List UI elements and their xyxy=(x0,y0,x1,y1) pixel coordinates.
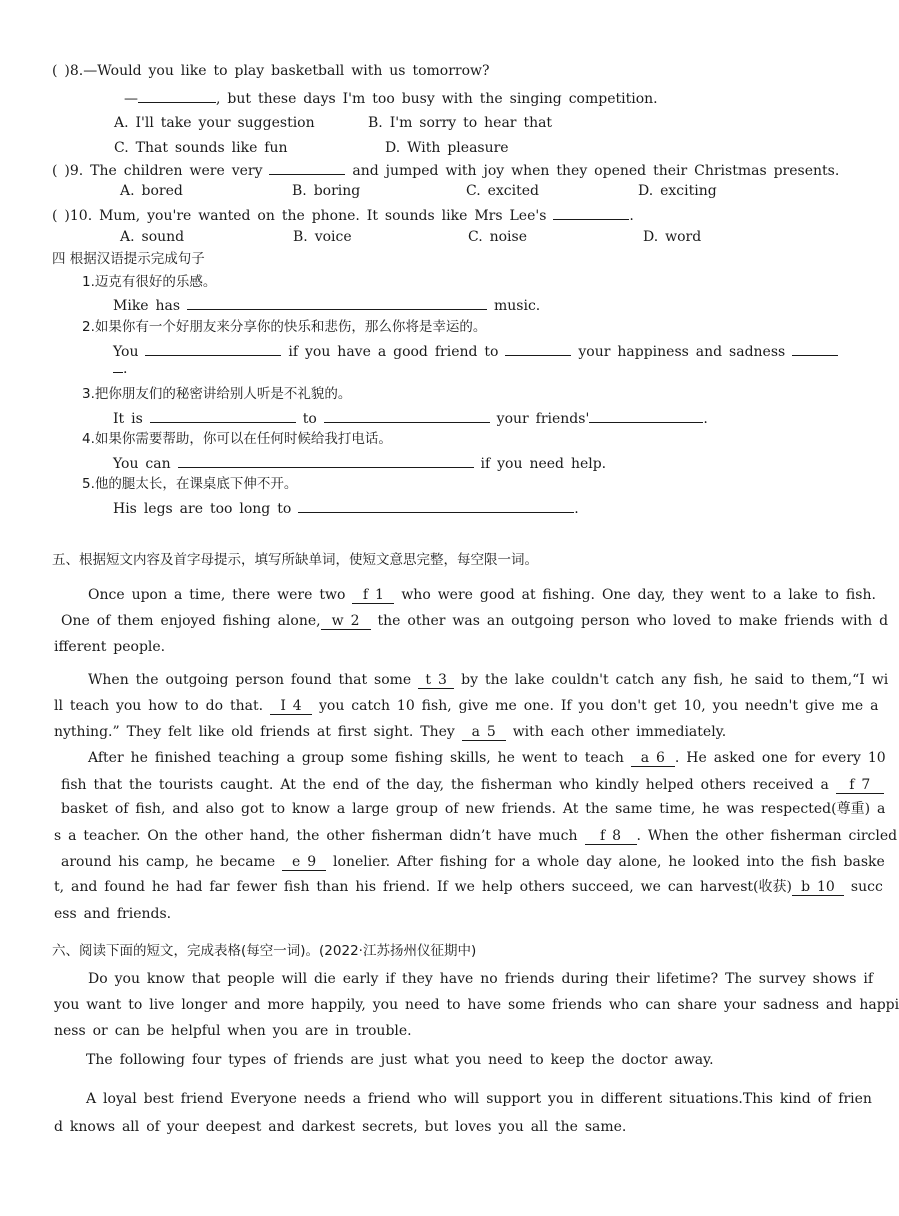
s4-item3-b: to xyxy=(302,411,317,427)
text: . When the other fisherman circled xyxy=(636,828,898,844)
period: . xyxy=(574,501,579,517)
text: fish that the tourists caught. At the end of the day, the fisherman who kindly helped others received a xyxy=(61,777,829,793)
s4-item3-blank2[interactable] xyxy=(324,408,490,423)
text: with each other immediately. xyxy=(512,724,727,740)
s4-item4-blank[interactable] xyxy=(178,453,474,468)
q10-question: 10. Mum, you're wanted on the phone. It sounds like Mrs Lee's xyxy=(69,208,547,224)
q9-stem-line xyxy=(52,160,839,180)
s4-item4-pre: You can xyxy=(113,456,171,472)
section5-heading: 五、根据短文内容及首字母提示，填写所缺单词，使短文意思完整，每空限一词。 xyxy=(52,552,538,568)
text: One of them enjoyed fishing alone, xyxy=(61,613,321,629)
text: around his camp, he became xyxy=(61,854,276,870)
q8-blank[interactable] xyxy=(138,88,216,103)
q8-option-d[interactable]: D. With pleasure xyxy=(385,140,509,156)
s4-item5-english xyxy=(113,498,579,518)
s4-item2-blank2[interactable] xyxy=(505,341,571,356)
s5-blank-4[interactable]: I 4 xyxy=(270,699,312,715)
text: the other was an outgoing person who loved to make friends with d xyxy=(377,613,889,629)
q8-option-c[interactable]: C. That sounds like fun xyxy=(114,140,288,156)
section6-heading: 六、阅读下面的短文，完成表格(每空一词)。(2022·江苏扬州仪征期中) xyxy=(52,943,477,959)
q10-option-a[interactable]: A. sound xyxy=(120,229,185,245)
text: lonelier. After fishing for a whole day alone, he looked into the fish baske xyxy=(333,854,885,870)
s6-p1-line1: Do you know that people will die early if they have no friends during their lifetime? The survey shows if xyxy=(88,971,874,987)
s5-p3-line1 xyxy=(88,749,886,767)
q8-question: 8.—Would you like to play basketball with us tomorrow? xyxy=(69,63,490,79)
s5-p1-line2 xyxy=(61,612,888,630)
q9-option-a[interactable]: A. bored xyxy=(120,183,183,199)
s4-item3-c: your friends' xyxy=(496,411,590,427)
text: nything.” They felt like old friends at first sight. They xyxy=(54,724,455,740)
q9-option-c[interactable]: C. excited xyxy=(466,183,539,199)
s5-p1-line1 xyxy=(88,586,876,604)
s5-p3-line7: ess and friends. xyxy=(54,906,172,922)
s4-item4-post: if you need help. xyxy=(480,456,607,472)
s5-p3-line4 xyxy=(54,827,897,845)
s4-item2-wrap xyxy=(113,358,127,378)
s6-p1-line2: you want to live longer and more happily, you need to have some friends who can share your sadness and happi xyxy=(54,997,899,1013)
q9-option-d[interactable]: D. exciting xyxy=(638,183,717,199)
text: by the lake couldn't catch any fish, he said to them,“I wi xyxy=(461,672,889,688)
s4-item2-c: your happiness and sadness xyxy=(578,344,786,360)
q10-stem-line xyxy=(52,205,634,225)
s4-item3-blank1[interactable] xyxy=(150,408,296,423)
s6-p2: The following four types of friends are just what you need to keep the doctor away. xyxy=(86,1052,714,1068)
q10-answer-bracket[interactable]: ( ) xyxy=(52,208,70,224)
period: . xyxy=(703,411,708,427)
s4-item1-blank[interactable] xyxy=(187,295,487,310)
s6-p1-line3: ness or can be helpful when you are in trouble. xyxy=(54,1023,412,1039)
s4-item1-english xyxy=(113,295,540,315)
s4-item4-chinese: 4.如果你需要帮助，你可以在任何时候给我打电话。 xyxy=(82,431,392,447)
text: ll teach you how to do that. xyxy=(54,698,264,714)
s4-item2-b: if you have a good friend to xyxy=(288,344,499,360)
s5-blank-8[interactable]: f 8 xyxy=(585,829,637,845)
period: . xyxy=(629,208,634,224)
q10-option-b[interactable]: B. voice xyxy=(293,229,352,245)
s5-blank-3[interactable]: t 3 xyxy=(418,673,454,689)
s5-p1-line3: ifferent people. xyxy=(54,639,166,655)
s4-item2-english xyxy=(113,341,838,361)
q10-blank[interactable] xyxy=(553,205,629,220)
q8-reply-line xyxy=(124,88,658,108)
s4-item5-pre: His legs are too long to xyxy=(113,501,292,517)
text: t, and found he had far fewer fish than his friend. If we help others succeed, we can harvest(收获) xyxy=(54,879,792,895)
q8-reply-text: , but these days I'm too busy with the singing competition. xyxy=(216,91,658,107)
s4-item5-blank[interactable] xyxy=(298,498,574,513)
q8-option-a[interactable]: A. I'll take your suggestion xyxy=(114,115,315,131)
s4-item1-post: music. xyxy=(494,298,541,314)
q9-question-b: and jumped with joy when they opened their Christmas presents. xyxy=(352,163,840,179)
s5-p2-line3 xyxy=(54,723,726,741)
s4-item3-chinese: 3.把你朋友们的秘密讲给别人听是不礼貌的。 xyxy=(82,386,352,402)
s4-item2-blank3[interactable] xyxy=(792,341,838,356)
s4-item3-a: It is xyxy=(113,411,143,427)
text: When the outgoing person found that some xyxy=(88,672,412,688)
s4-item3-english xyxy=(113,408,708,428)
s5-blank-9[interactable]: e 9 xyxy=(282,855,326,871)
s5-blank-6[interactable]: a 6 xyxy=(631,751,675,767)
q8-stem-line xyxy=(52,62,490,80)
s4-item1-pre: Mike has xyxy=(113,298,181,314)
section4-heading: 四 根据汉语提示完成句子 xyxy=(52,251,205,267)
s6-p3-line1: A loyal best friend Everyone needs a friend who will support you in different situations.This kind of frien xyxy=(86,1091,872,1107)
q9-answer-bracket[interactable]: ( ) xyxy=(52,163,70,179)
s5-blank-7[interactable]: f 7 xyxy=(836,778,884,794)
text: succ xyxy=(850,879,883,895)
s4-item2-blank3-cont[interactable] xyxy=(113,358,123,373)
s6-p3-line2: d knows all of your deepest and darkest secrets, but loves you all the same. xyxy=(54,1119,627,1135)
q9-question-a: 9. The children were very xyxy=(69,163,263,179)
s5-blank-2[interactable]: w 2 xyxy=(321,614,371,630)
s5-p2-line2 xyxy=(54,697,878,715)
s4-item5-chinese: 5.他的腿太长，在课桌底下伸不开。 xyxy=(82,476,298,492)
s5-p2-line1 xyxy=(88,671,888,689)
text: . He asked one for every 10 xyxy=(674,750,886,766)
s5-p3-line2 xyxy=(61,776,884,794)
s5-blank-5[interactable]: a 5 xyxy=(462,725,506,741)
s4-item2-blank1[interactable] xyxy=(145,341,281,356)
s4-item3-blank3[interactable] xyxy=(589,408,703,423)
q10-option-c[interactable]: C. noise xyxy=(468,229,528,245)
s4-item2-a: You xyxy=(113,344,139,360)
text: who were good at fishing. One day, they went to a lake to fish. xyxy=(401,587,876,603)
s5-p3-line5 xyxy=(61,853,885,871)
q8-answer-bracket[interactable]: ( ) xyxy=(52,63,70,79)
text: s a teacher. On the other hand, the other fisherman didn’t have much xyxy=(54,828,578,844)
s4-item2-chinese: 2.如果你有一个好朋友来分享你的快乐和悲伤，那么你将是幸运的。 xyxy=(82,319,487,335)
s5-blank-1[interactable]: f 1 xyxy=(352,588,394,604)
s5-p3-line3: basket of fish, and also got to know a large group of new friends. At the same time, he was respected(尊重) a xyxy=(61,801,886,817)
q9-option-b[interactable]: B. boring xyxy=(292,183,361,199)
period: . xyxy=(123,361,128,377)
text: After he finished teaching a group some fishing skills, he went to teach xyxy=(88,750,624,766)
s4-item1-chinese: 1.迈克有很好的乐感。 xyxy=(82,274,217,290)
q9-blank[interactable] xyxy=(269,160,345,175)
q8-option-b[interactable]: B. I'm sorry to hear that xyxy=(368,115,553,131)
text: Once upon a time, there were two xyxy=(88,587,346,603)
text: you catch 10 fish, give me one. If you don't get 10, you needn't give me a xyxy=(318,698,879,714)
s4-item4-english xyxy=(113,453,606,473)
s5-blank-10[interactable]: b 10 xyxy=(792,880,844,896)
s5-p3-line6 xyxy=(54,878,883,896)
dash: — xyxy=(124,91,138,107)
q10-option-d[interactable]: D. word xyxy=(643,229,702,245)
